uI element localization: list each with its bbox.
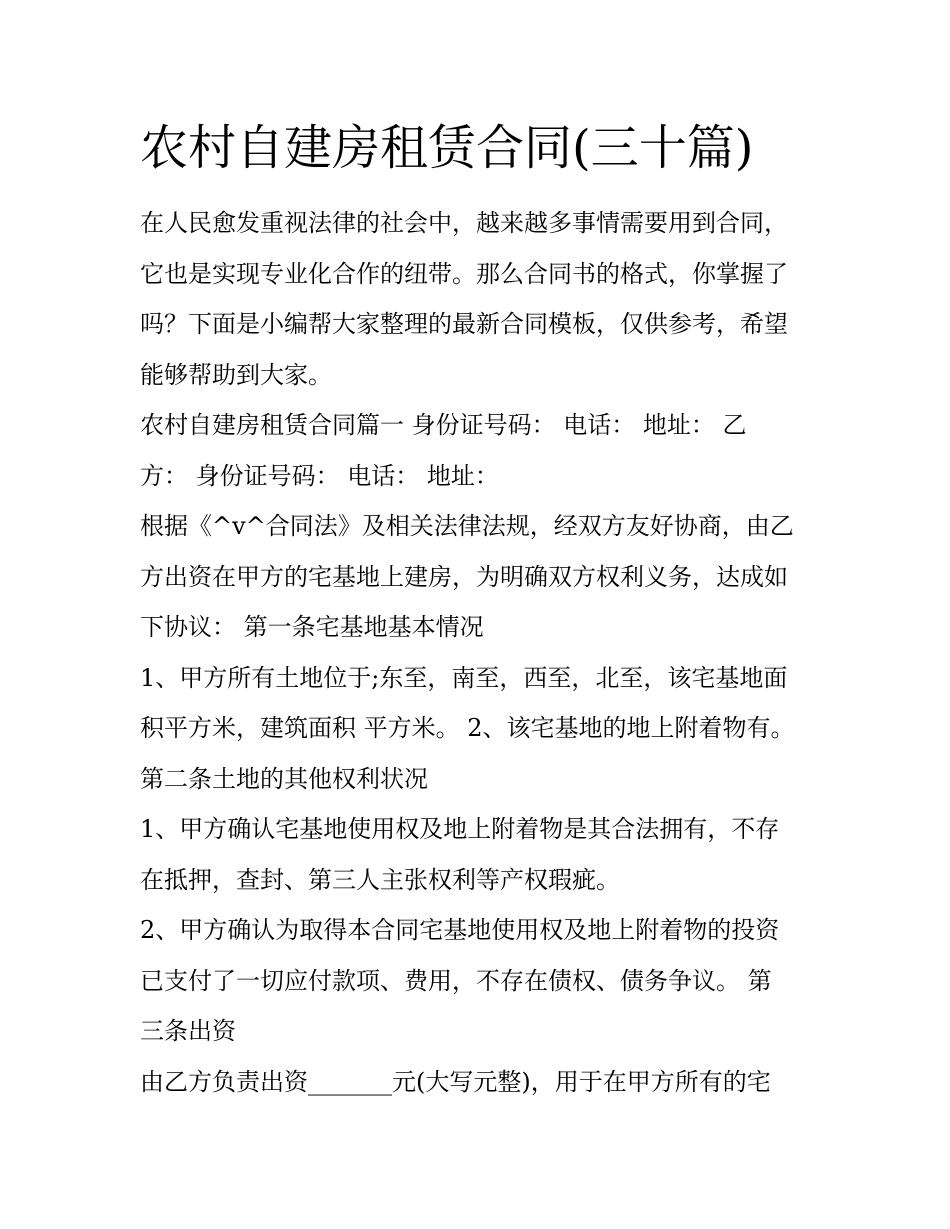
body-line: 第二条土地的其他权利状况 — [140, 764, 428, 793]
body-line: 方出资在甲方的宅基地上建房，为明确双方权利义务，达成如 — [140, 562, 788, 591]
body-line: 能够帮助到大家。 — [140, 360, 332, 389]
body-line: 已支付了一切应付款项、费用，不存在债权、债务争议。 第 — [140, 966, 772, 995]
body-line: 农村自建房租赁合同篇一 身份证号码： 电话： 地址： 乙 — [140, 411, 747, 439]
body-line: 积平方米，建筑面积 平方米。 2、该宅基地的地上附着物有。 — [140, 714, 795, 742]
body-line: 三条出资 — [140, 1017, 236, 1045]
body-line: 它也是实现专业化合作的纽带。那么合同书的格式，你掌握了 — [140, 259, 788, 288]
body-line: 方： 身份证号码： 电话： 地址： — [140, 461, 499, 490]
document-title: 农村自建房租赁合同(三十篇) — [140, 120, 754, 176]
document-body — [140, 198, 820, 1107]
body-line: 由乙方负责出资_______元(大写元整)，用于在甲方所有的宅 — [140, 1067, 771, 1096]
body-line: 根据《^v^合同法》及相关法律法规，经双方友好协商，由乙 — [140, 512, 794, 540]
body-line: 在抵押，查封、第三人主张权利等产权瑕疵。 — [140, 865, 620, 894]
body-line: 下协议： 第一条宅基地基本情况 — [140, 613, 484, 641]
body-line: 吗？下面是小编帮大家整理的最新合同模板，仅供参考，希望 — [140, 310, 788, 338]
body-line: 在人民愈发重视法律的社会中，越来越多事情需要用到合同， — [140, 209, 788, 237]
body-line: 1、甲方确认宅基地使用权及地上附着物是其合法拥有，不存 — [140, 815, 780, 843]
body-line: 2、甲方确认为取得本合同宅基地使用权及地上附着物的投资 — [140, 916, 780, 944]
body-line: 1、甲方所有土地位于;东至，南至，西至，北至，该宅基地面 — [140, 663, 788, 692]
